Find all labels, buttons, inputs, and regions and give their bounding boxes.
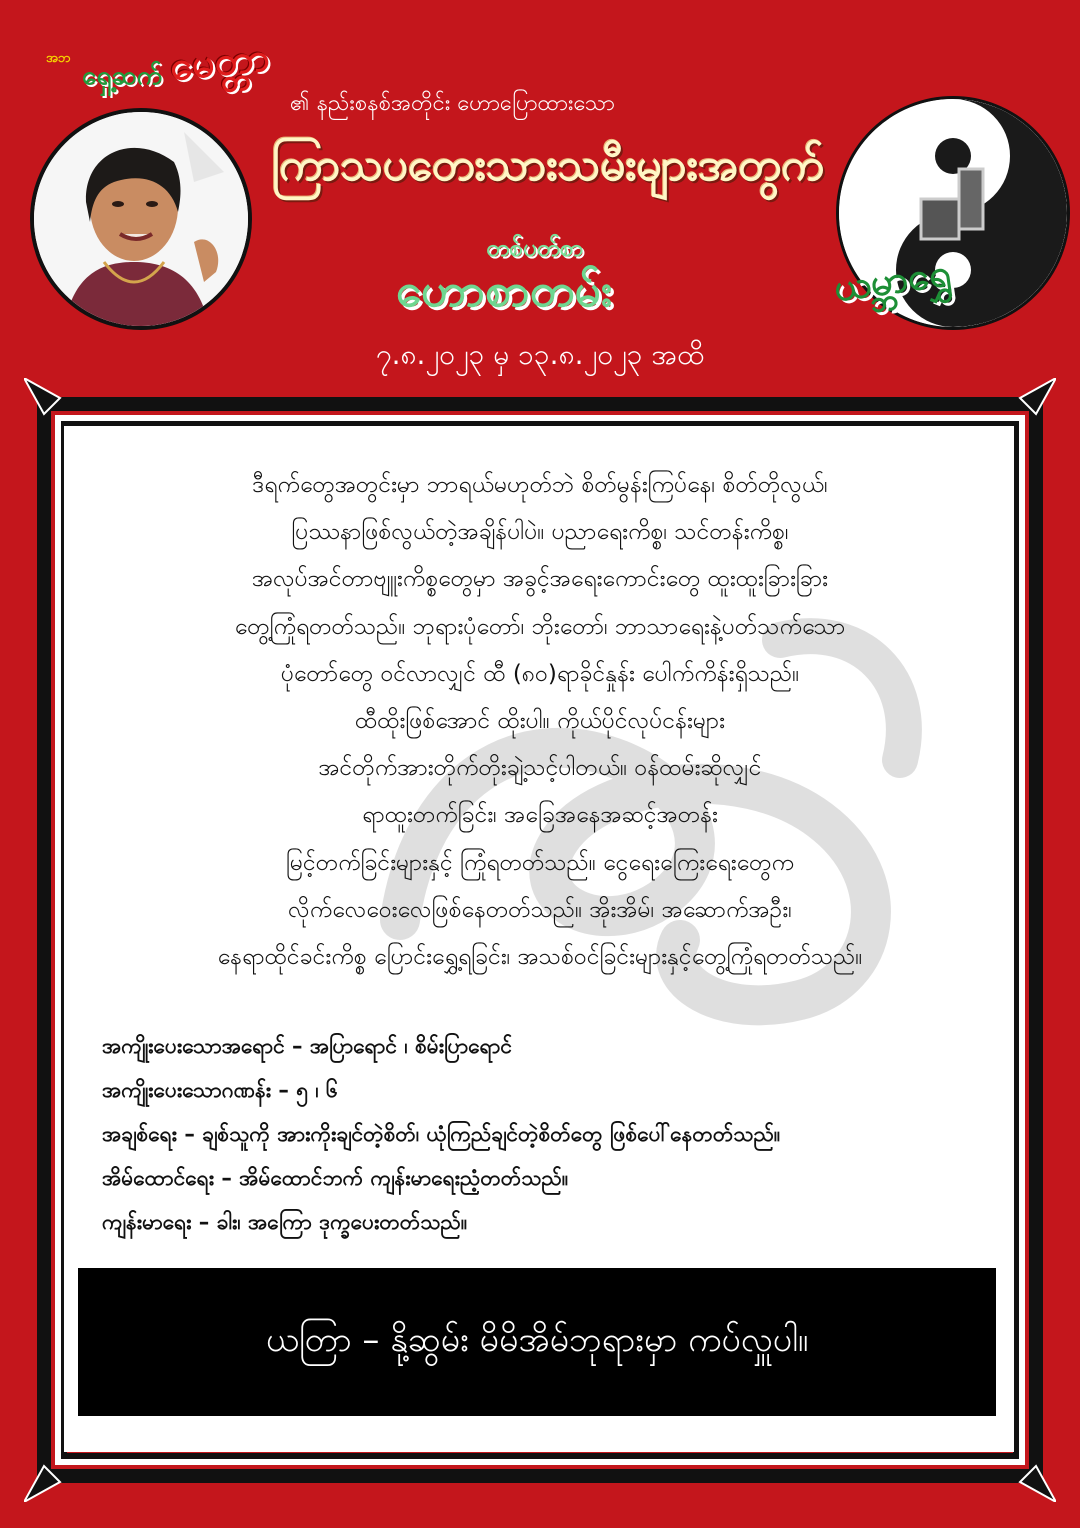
remedy-text: ယတြာ – နို့ဆွမ်း မိမိအိမ်ဘုရားမှာ ကပ်လှူပါ။ (265, 1319, 809, 1360)
forecast-body (90, 462, 990, 981)
detail-lucky-color: အကျိုးပေးသောအရောင် – အပြာရောင် ၊ စိမ်းပြာရောင် (102, 1034, 512, 1058)
body-line: ရာထူးတက်ခြင်း၊ အခြေအနေအဆင့်အတန်း (362, 802, 718, 829)
remedy-bar (78, 1268, 996, 1416)
detail-lucky-number: အကျိုးပေးသောဂဏန်း – ၅ ၊ ၆ (102, 1078, 338, 1102)
period-big-label: ဟောစာတမ်း (396, 263, 613, 317)
body-line: လိုက်လေဝေးလေဖြစ်နေတတ်သည်။ အိုးအိမ်၊ အဆောက်အဦး၊ (288, 896, 792, 923)
detail-marriage: အိမ်ထောင်ရေး – အိမ်ထောင်ဘက် ကျန်းမာရေးညံ့တတ်သည်။ (102, 1166, 569, 1190)
logo-red-text: မေတ္တာ (167, 33, 272, 91)
subtitle: ၏ နည်းစနစ်အတိုင်း ဟောပြောထားသော (290, 91, 615, 116)
body-line: ပုံတော်တွေ ဝင်လာလျှင် ထီ (၈၀)ရာခိုင်နှုန်း ပေါက်ကိန်းရှိသည်။ (280, 660, 800, 687)
period-small-label: တစ်ပတ်စာ (486, 234, 584, 262)
body-line: ဒီရက်တွေအတွင်းမှာ ဘာရယ်မဟုတ်ဘဲ စိတ်မွန်းကြပ်နေ၊ စိတ်တိုလွယ်၊ (252, 472, 828, 498)
body-line: ပြဿနာဖြစ်လွယ်တဲ့အချိန်ပါပဲ။ ပညာရေးကိစ္စ၊ သင်တန်းကိစ္စ၊ (291, 519, 789, 546)
detail-love: အချစ်ရေး – ချစ်သူကို အားကိုးချင်တဲ့စိတ်၊ ယုံကြည်ချင်တဲ့စိတ်တွေ ဖြစ်ပေါ်နေတတ်သည်။ (102, 1122, 781, 1146)
body-line: အင်တိုက်အားတိုက်တိုးချဲ့သင့်ပါတယ်။ ဝန်ထမ်းဆိုလျှင် (318, 755, 762, 782)
body-line: တွေ့ကြုံရတတ်သည်။ ဘုရားပုံတော်၊ ဘိုးတော်၊ ဘာသာရေးနဲ့ပတ်သက်သော (234, 613, 846, 640)
body-line: မြင့်တက်ခြင်းများနှင့် ကြုံရတတ်သည်။ ငွေရေးကြေးရေးတွေက (285, 849, 795, 876)
logo-green-text: ရှေ့ဆက် (82, 61, 163, 91)
date-range: ၇.၈.၂၀၂၃ မှ ၁၃.၈.၂၀၂၃ အထိ (375, 338, 705, 371)
astrologer-avatar (30, 108, 252, 330)
page-title: ကြာသပတေးသားသမီးများအတွက် (271, 140, 825, 191)
body-line: ထီထိုးဖြစ်အောင် ထိုးပါ။ ကိုယ်ပိုင်လုပ်ငန်းများ (355, 708, 725, 735)
forecast-details (102, 1024, 1002, 1244)
detail-health: ကျန်းမာရေး – ခါး၊ အကြော ဒုက္ခပေးတတ်သည်။ (102, 1210, 468, 1234)
logo-small-text: အဘ (46, 51, 71, 66)
body-line: အလုပ်အင်တာဗျူးကိစ္စတွေမှာ အခွင့်အရေးကောင်းတွေ ထူးထူးခြားခြား (251, 566, 829, 593)
brand-logo-left (40, 28, 330, 108)
body-line: နေရာထိုင်ခင်းကိစ္စ ပြောင်းရွှေ့ရခြင်း၊ အသစ်ဝင်ခြင်းများနှင့်တွေ့ကြုံရတတ်သည်။ (217, 944, 863, 971)
header (0, 0, 1080, 380)
brand-logo-right: ယမ္ဘာရွှေ (830, 250, 954, 310)
